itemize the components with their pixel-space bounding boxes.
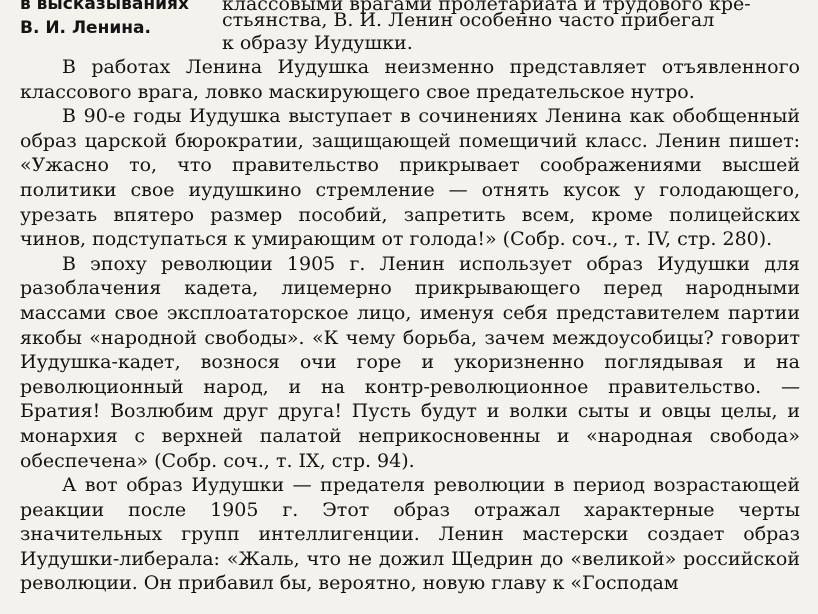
side-heading-line-2: В. И. Ленина. bbox=[20, 18, 151, 38]
paragraph-2: В 90-е годы Иудушка выступает в сочинениях Ленина как обобщенный образ царской бюрократии, защищающей помещичий класс. Ленин пишет: «Ужасно то, что правительство прикрывает соображениями высшей политики свое иудушкино стремление — отнять кусок у голодающего, урезать впятеро размер пособий, запретить всем, кроме полицейских чинов, подступаться к умирающим от голода!» (Собр. соч., т. IV, стр. 280). bbox=[20, 105, 800, 251]
top-text-line-1: классовыми врагами пролетариата и трудового кре- bbox=[222, 0, 751, 15]
side-heading-line-1: в высказываниях bbox=[20, 0, 189, 14]
paragraph-3: В эпоху революции 1905 г. Ленин использует образ Иудушки для разоблачения кадета, лицемерно прикрывающего перед народными массами свое эксплоататорское лицо, именуя себя представителем партии якобы «народной свободы». «К чему борьба, зачем междоусобицы? говорит Иудушка-кадет, вознося очи горе и укоризненно поглядывая и на революционный народ, и на контр-революционное правительство. — Братия! Возлюбим друг друга! Пусть будут и волки сыты и овцы целы, и монархия с верхней палатой неприкосновенны и «народная свобода» обеспечена» (Собр. соч., т. IX, стр. 94). bbox=[20, 252, 800, 472]
paragraph-4: А вот образ Иудушки — предателя революции в период возрастающей реакции после 1905 г. Этот образ отражал характерные черты значительных групп интеллигенции. Ленин мастерски создает образ Иудушки-либерала: «Жаль, что не дожил Щедрин до «великой» российской революции. Он прибавил бы, вероятно, новую главу к «Господам bbox=[20, 474, 800, 595]
side-heading bbox=[20, 0, 200, 40]
main-text bbox=[20, 55, 800, 596]
paragraph-1: В работах Ленина Иудушка неизменно представляет отъявленного классового врага, ловко маскирующего свое предательское нутро. bbox=[20, 56, 800, 103]
top-text-line-2: стьянства, В. И. Ленин особенно часто прибегал bbox=[222, 9, 715, 31]
top-text-line-3: к образу Иудушки. bbox=[222, 32, 413, 54]
